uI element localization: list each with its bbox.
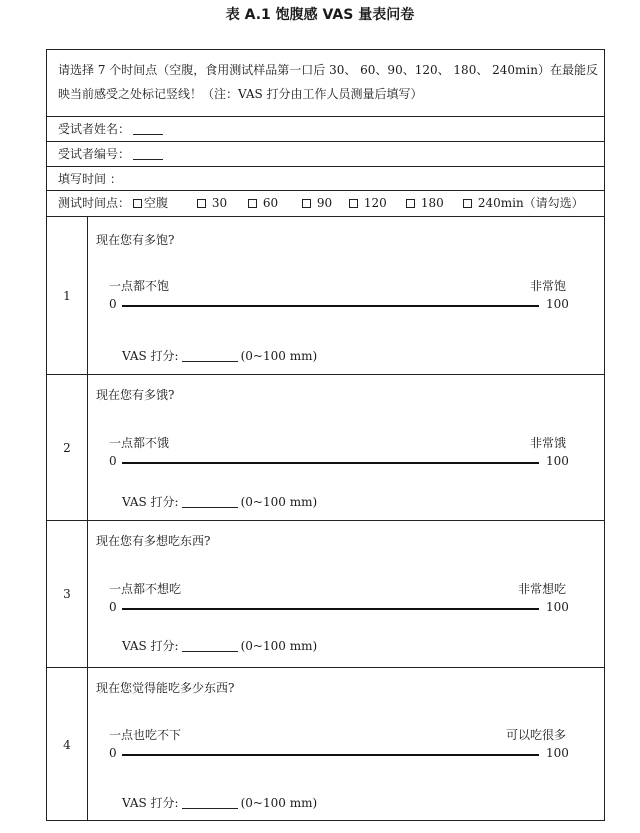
id-field[interactable] xyxy=(58,142,163,166)
timepoints-label: 测试时间点： xyxy=(58,196,131,210)
vas-scale-line[interactable] xyxy=(122,305,539,307)
score-blank[interactable] xyxy=(182,639,238,652)
score-blank[interactable] xyxy=(182,796,238,809)
scale-max: 100 xyxy=(546,600,569,614)
name-label: 受试者姓名： xyxy=(58,122,131,136)
scale-max: 100 xyxy=(546,454,569,468)
id-blank[interactable] xyxy=(133,147,163,160)
checkbox-icon[interactable] xyxy=(463,199,472,208)
checkbox-icon[interactable] xyxy=(133,199,142,208)
scale-min: 0 xyxy=(109,297,117,311)
timepoint-option-180[interactable]: 180 xyxy=(406,191,444,215)
vas-scale-line[interactable] xyxy=(122,754,539,756)
time-field[interactable] xyxy=(58,167,122,191)
question-text: 现在您有多饿? xyxy=(96,388,175,402)
score-blank[interactable] xyxy=(182,349,238,362)
time-row xyxy=(47,166,604,190)
id-row xyxy=(47,141,604,166)
question-block-1 xyxy=(47,216,604,374)
question-block-4 xyxy=(47,667,604,821)
question-number: 2 xyxy=(47,375,88,520)
question-text: 现在您有多想吃东西? xyxy=(96,534,211,548)
page-title: 表 A.1 饱腹感 VAS 量表问卷 xyxy=(225,7,415,23)
scale-max: 100 xyxy=(546,297,569,311)
question-text: 现在您有多饱? xyxy=(96,233,175,247)
vas-score[interactable]: VAS 打分: (0~100 mm) xyxy=(122,639,318,653)
name-blank[interactable] xyxy=(133,122,163,135)
vas-scale-line[interactable] xyxy=(122,462,539,464)
question-number: 3 xyxy=(47,521,88,667)
scale-left-label: 一点都不饱 xyxy=(109,279,170,293)
score-blank[interactable] xyxy=(182,495,238,508)
scale-right-label: 非常饿 xyxy=(529,436,566,450)
time-label: 填写时间 ： xyxy=(58,172,122,186)
vas-score[interactable]: VAS 打分: (0~100 mm) xyxy=(122,495,318,509)
checkbox-icon[interactable] xyxy=(349,199,358,208)
checkbox-icon[interactable] xyxy=(302,199,311,208)
scale-left-label: 一点都不饿 xyxy=(109,436,170,450)
timepoint-option-30[interactable]: 30 xyxy=(197,191,227,215)
scale-min: 0 xyxy=(109,746,117,760)
timepoint-option-240[interactable]: 240min（请勾选） xyxy=(463,191,584,215)
scale-right-label: 可以吃很多 xyxy=(505,728,566,742)
instructions-text: 请选择 7 个时间点（空腹，食用测试样品第一口后 30、 60、90、120、 180、 240min）在最能反映当前感受之处标记竖线！（注：VAS 打分由工作人员测量后填写） xyxy=(58,63,598,101)
scale-min: 0 xyxy=(109,600,117,614)
vas-score[interactable]: VAS 打分: (0~100 mm) xyxy=(122,796,318,810)
scale-max: 100 xyxy=(546,746,569,760)
scale-min: 0 xyxy=(109,454,117,468)
timepoint-option-120[interactable]: 120 xyxy=(349,191,387,215)
scale-left-label: 一点都不想吃 xyxy=(109,582,182,596)
scale-right-label: 非常饱 xyxy=(529,279,566,293)
question-block-2 xyxy=(47,374,604,520)
timepoint-option-60[interactable]: 60 xyxy=(248,191,278,215)
scale-left-label: 一点也吃不下 xyxy=(109,728,182,742)
timepoint-option-90[interactable]: 90 xyxy=(302,191,332,215)
scale-right-label: 非常想吃 xyxy=(517,582,566,596)
id-label: 受试者编号： xyxy=(58,147,131,161)
name-field[interactable] xyxy=(58,117,163,141)
question-number: 4 xyxy=(47,668,88,821)
name-row xyxy=(47,116,604,141)
question-block-3 xyxy=(47,520,604,667)
question-text: 现在您觉得能吃多少东西? xyxy=(96,681,235,695)
vas-scale-line[interactable] xyxy=(122,608,539,610)
checkbox-icon[interactable] xyxy=(406,199,415,208)
question-number: 1 xyxy=(47,217,88,374)
vas-questionnaire-table xyxy=(46,49,605,821)
checkbox-icon[interactable] xyxy=(248,199,257,208)
timepoint-option-fasting[interactable]: 空腹 xyxy=(133,191,168,215)
timepoints-row xyxy=(47,190,604,216)
vas-score[interactable]: VAS 打分: (0~100 mm) xyxy=(122,349,318,363)
checkbox-icon[interactable] xyxy=(197,199,206,208)
